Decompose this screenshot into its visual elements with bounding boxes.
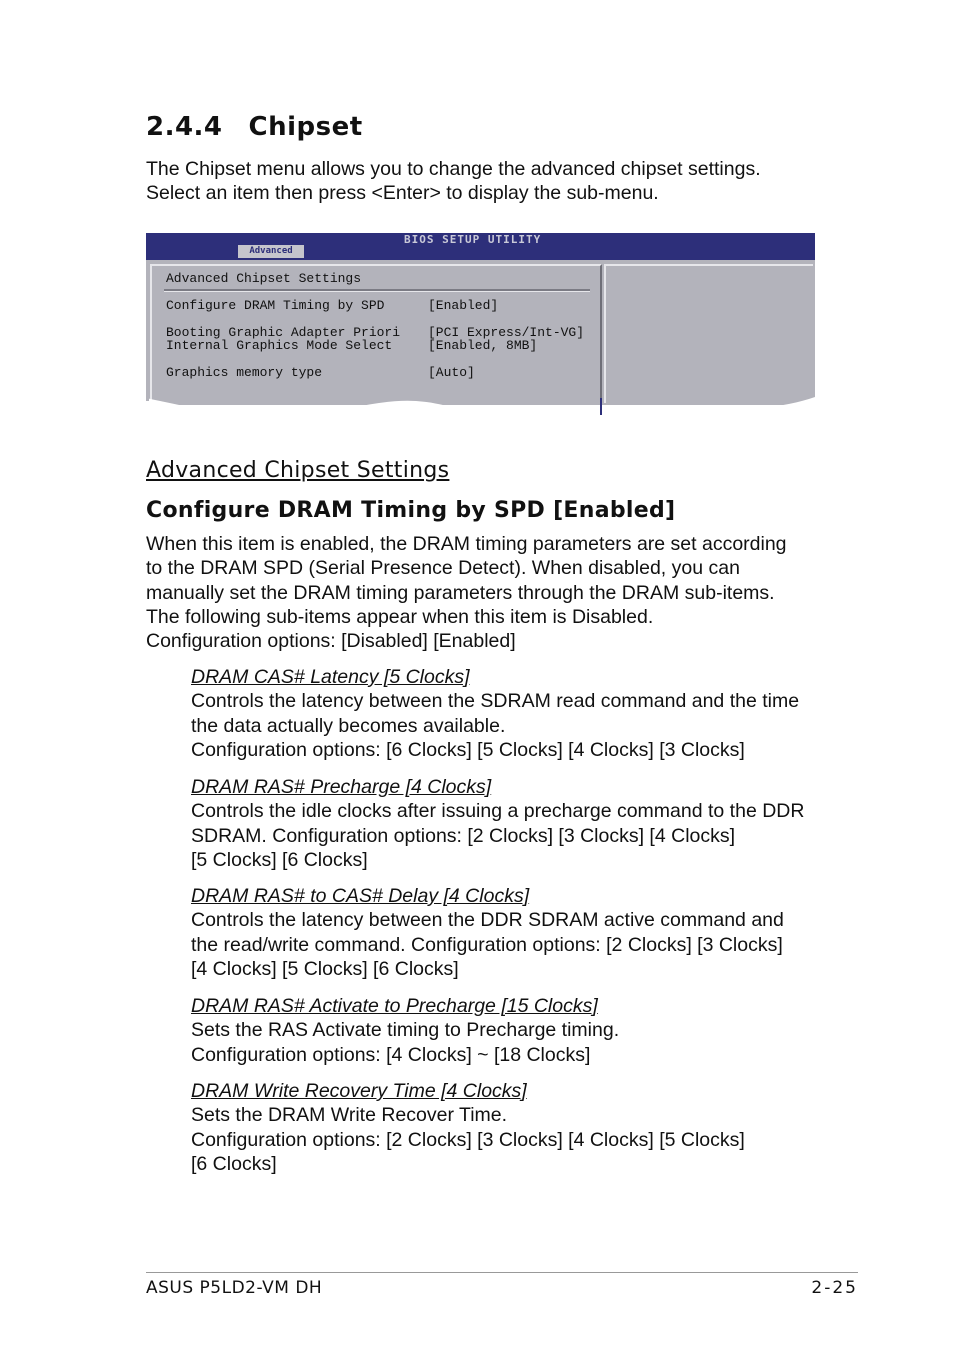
bios-item-value: [Enabled] (428, 298, 499, 313)
bios-item-label: Booting Graphic Adapter Priori (166, 325, 401, 340)
subitem-line: [6 Clocks] (191, 1152, 277, 1175)
subitem-line: Sets the DRAM Write Recover Time. (191, 1104, 508, 1127)
subitem-line: Controls the latency between the SDRAM read command and the time (191, 690, 800, 713)
subitem-line: Configuration options: [6 Clocks] [5 Clocks] [4 Clocks] [3 Clocks] (191, 738, 745, 761)
bios-item-label: Configure DRAM Timing by SPD (166, 298, 385, 313)
subitem-title: DRAM CAS# Latency [5 Clocks] (191, 666, 470, 688)
intro-line: Select an item then press <Enter> to display the sub-menu. (146, 182, 659, 204)
subitem-line: SDRAM. Configuration options: [2 Clocks] [3 Clocks] [4 Clocks] (191, 824, 736, 847)
bios-screenshot (146, 233, 815, 428)
subitem-ras-to-cas (191, 884, 784, 981)
bios-item-value: [PCI Express/Int-VG] (428, 325, 585, 340)
intro-paragraph (146, 157, 761, 205)
subitem-title: DRAM RAS# Activate to Precharge [15 Clocks] (191, 995, 598, 1017)
subitem-title: DRAM Write Recovery Time [4 Clocks] (191, 1080, 527, 1102)
footer-divider (146, 1272, 858, 1273)
subitem-line: Configuration options: [4 Clocks] ~ [18 Clocks] (191, 1043, 591, 1066)
bios-help-panel (604, 264, 813, 403)
section-name: Chipset (248, 112, 363, 142)
section-number: 2.4.4 (146, 112, 223, 142)
bios-item-value: [Enabled, 8MB] (428, 338, 538, 353)
section-title (146, 112, 363, 142)
advanced-chipset-heading: Advanced Chipset Settings (146, 458, 450, 483)
footer-model: ASUS P5LD2-VM DH (146, 1278, 323, 1298)
dram-timing-heading: Configure DRAM Timing by SPD [Enabled] (146, 498, 676, 523)
intro-line: The Chipset menu allows you to change the advanced chipset settings. (146, 158, 761, 180)
bios-torn-edge (146, 393, 815, 428)
bios-title: BIOS SETUP UTILITY (404, 233, 542, 246)
paragraph-line: to the DRAM SPD (Serial Presence Detect). When disabled, you can (146, 557, 740, 580)
bios-divider (164, 289, 590, 292)
paragraph-line: Configuration options: [Disabled] [Enabled] (146, 630, 516, 653)
paragraph-line: The following sub-items appear when this item is Disabled. (146, 605, 654, 628)
subitem-line: Configuration options: [2 Clocks] [3 Clocks] [4 Clocks] [5 Clocks] (191, 1128, 745, 1151)
subitem-line: [4 Clocks] [5 Clocks] [6 Clocks] (191, 957, 459, 980)
bios-tab-advanced[interactable]: Advanced (238, 245, 304, 258)
footer-page-number: 2-25 (811, 1278, 858, 1298)
bios-item-value: [Auto] (428, 365, 475, 380)
subitem-line: the read/write command. Configuration options: [2 Clocks] [3 Clocks] (191, 933, 783, 956)
subitem-title: DRAM RAS# Precharge [4 Clocks] (191, 776, 492, 798)
subitem-line: Controls the idle clocks after issuing a precharge command to the DDR (191, 800, 805, 823)
subitem-line: Controls the latency between the DDR SDRAM active command and (191, 909, 784, 932)
paragraph-line: When this item is enabled, the DRAM timing parameters are set according (146, 533, 787, 555)
subitem-write-recovery (191, 1079, 745, 1176)
subitem-ras-precharge (191, 775, 804, 872)
bios-panel-heading: Advanced Chipset Settings (166, 271, 362, 286)
subitem-line: [5 Clocks] [6 Clocks] (191, 848, 368, 871)
subitem-ras-activate (191, 994, 619, 1067)
subitem-line: the data actually becomes available. (191, 714, 506, 737)
bios-item-label: Graphics memory type (166, 365, 323, 380)
dram-timing-description (146, 532, 787, 653)
bios-item-label: Internal Graphics Mode Select (166, 338, 393, 353)
subitem-line: Sets the RAS Activate timing to Precharge timing. (191, 1019, 620, 1042)
subitem-cas-latency (191, 665, 799, 762)
subitem-title: DRAM RAS# to CAS# Delay [4 Clocks] (191, 885, 530, 907)
paragraph-line: manually set the DRAM timing parameters through the DRAM sub-items. (146, 581, 775, 604)
